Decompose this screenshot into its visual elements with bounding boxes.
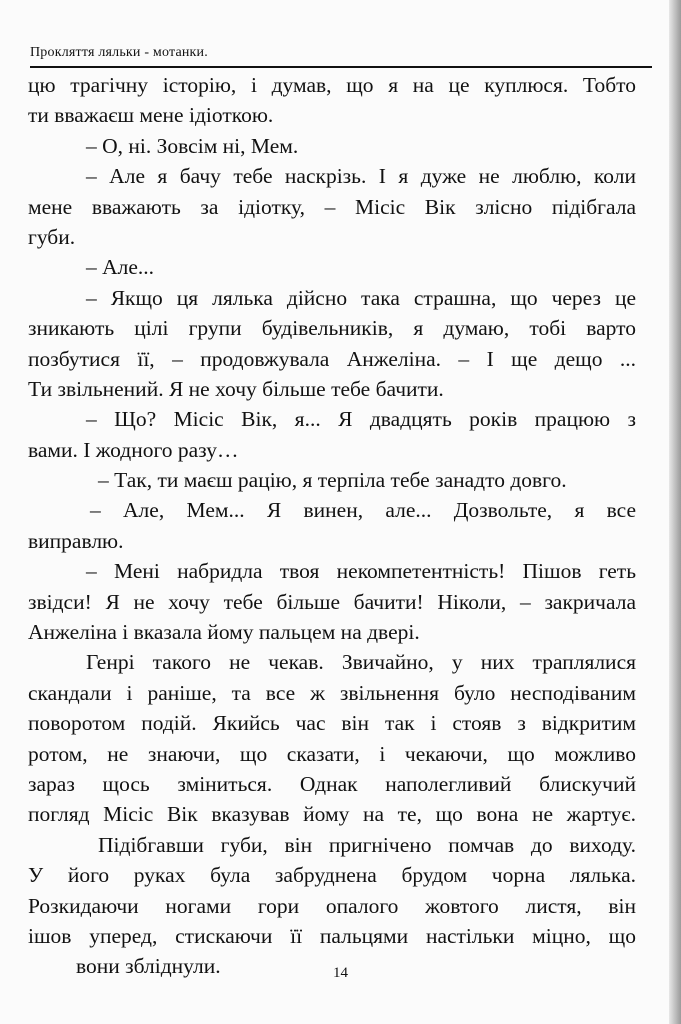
text-line: – О, ні. Зовсім ні, Мем. [86, 133, 299, 158]
text-line: вами. І жодного разу… [28, 437, 239, 462]
text-line: зникають цілі групи будівельників, я думаю, тобі варто [28, 316, 636, 341]
text-line: скандали і раніше, та все ж звільнення було несподіваним [28, 680, 636, 705]
text-line: – Але... [86, 255, 155, 280]
text-line: Розкидаючи ногами гори опалого жовтого листя, він [28, 893, 636, 918]
text-line: Генрі такого не чекав. Звичайно, у них траплялися [86, 650, 636, 675]
text-line: ти вважаєш мене ідіоткою. [28, 103, 274, 128]
text-line: цю трагічну історію, і думав, що я на це куплюся. Тобто [28, 73, 636, 97]
running-header: Прокляття ляльки - мотанки. [30, 45, 208, 60]
text-line: Підібгавши губи, він пригнічено помчав до виходу. [98, 832, 636, 857]
header-rule [30, 66, 652, 68]
text-line: – Але я бачу тебе наскрізь. І я дуже не люблю, коли [86, 164, 636, 189]
text-line: ішов уперед, стискаючи її пальцями настільки міцно, що [28, 923, 636, 948]
text-line: ротом, не знаючи, що сказати, і чекаючи, що можливо [28, 741, 636, 766]
text-line: вони збліднули. [76, 954, 221, 979]
text-line: – Якщо ця лялька дійсно така страшна, що через це [86, 285, 636, 310]
body-text [28, 70, 636, 982]
text-line: мене вважають за ідіотку, – Місіс Вік злісно підібгала [28, 194, 636, 219]
text-line: губи. [28, 224, 76, 249]
text-line: позбутися її, – продовжувала Анжеліна. – І ще дещо ... [28, 346, 636, 371]
page-number: 14 [333, 965, 348, 981]
text-line: – Мені набридла твоя некомпетентність! Пішов геть [86, 559, 636, 584]
text-line: поворотом подій. Якийсь час він так і стояв з відкритим [28, 711, 636, 736]
text-line: виправлю. [28, 528, 124, 553]
text-line: У його руках була забруднена брудом чорна лялька. [28, 863, 636, 888]
text-line: – Але, Мем... Я винен, але... Дозвольте, я все [90, 498, 636, 523]
text-line: звідси! Я не хочу тебе більше бачити! Ніколи, – закричала [28, 589, 636, 614]
page-edge-shadow [669, 0, 681, 1024]
text-line: Анжеліна і вказала йому пальцем на двері. [28, 620, 420, 645]
text-line: погляд Місіс Вік вказував йому на те, що вона не жартує. [28, 802, 636, 827]
text-line: – Що? Місіс Вік, я... Я двадцять років працюю з [86, 407, 636, 432]
text-line: зараз щось зміниться. Однак наполегливий блискучий [28, 771, 636, 796]
text-line: – Так, ти маєш рацію, я терпіла тебе занадто довго. [98, 468, 567, 493]
text-line: Ти звільнений. Я не хочу більше тебе бачити. [28, 376, 444, 401]
